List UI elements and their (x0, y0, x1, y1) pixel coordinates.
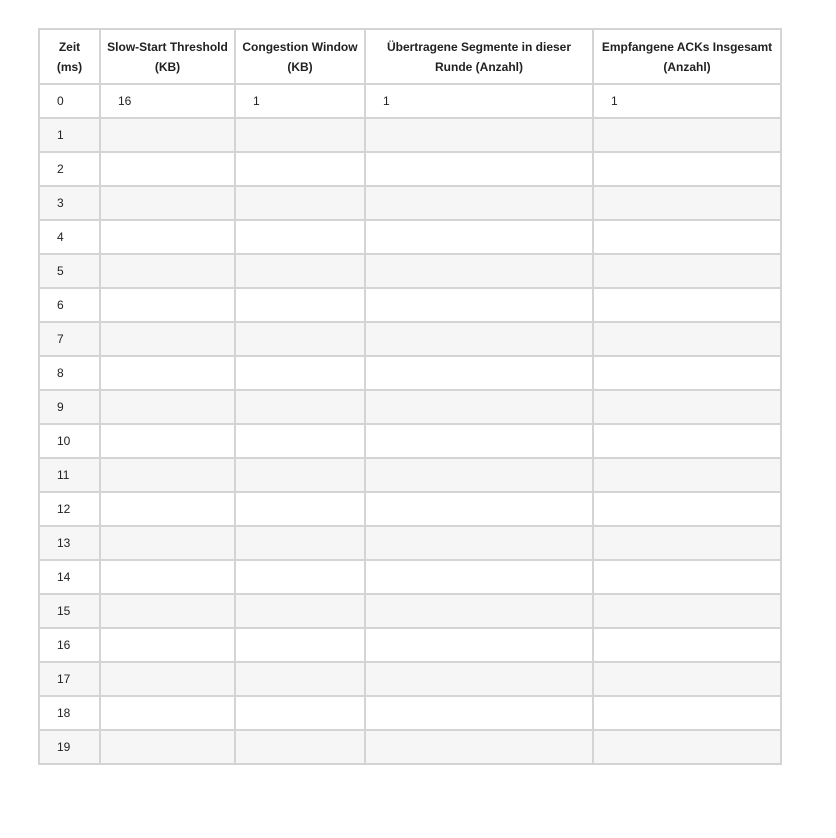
segments-sent-cell[interactable]: 1 (365, 84, 593, 118)
acks-received-cell[interactable] (593, 254, 781, 288)
table-row (39, 594, 781, 628)
header-acks-received: Empfangene ACKs Insgesamt (Anzahl) (593, 29, 781, 84)
table-row (39, 730, 781, 764)
acks-received-cell[interactable] (593, 662, 781, 696)
acks-received-cell[interactable] (593, 458, 781, 492)
cwnd-cell[interactable] (235, 594, 365, 628)
time-cell: 6 (39, 288, 100, 322)
table-row (39, 492, 781, 526)
acks-received-cell[interactable] (593, 696, 781, 730)
ssthresh-cell[interactable] (100, 730, 235, 764)
cwnd-cell[interactable] (235, 254, 365, 288)
segments-sent-cell[interactable] (365, 118, 593, 152)
header-row (39, 29, 781, 84)
ssthresh-cell[interactable] (100, 560, 235, 594)
time-cell: 14 (39, 560, 100, 594)
ssthresh-cell[interactable] (100, 220, 235, 254)
cwnd-cell[interactable] (235, 322, 365, 356)
segments-sent-cell[interactable] (365, 526, 593, 560)
table-row (39, 118, 781, 152)
table-row (39, 526, 781, 560)
table-row (39, 186, 781, 220)
acks-received-cell[interactable] (593, 560, 781, 594)
segments-sent-cell[interactable] (365, 492, 593, 526)
table-row (39, 152, 781, 186)
cwnd-cell[interactable] (235, 492, 365, 526)
segments-sent-cell[interactable] (365, 254, 593, 288)
segments-sent-cell[interactable] (365, 730, 593, 764)
segments-sent-cell[interactable] (365, 390, 593, 424)
header-cwnd: Congestion Window (KB) (235, 29, 365, 84)
table-row (39, 322, 781, 356)
acks-received-cell[interactable] (593, 152, 781, 186)
time-cell: 18 (39, 696, 100, 730)
ssthresh-cell[interactable] (100, 526, 235, 560)
ssthresh-cell[interactable] (100, 186, 235, 220)
segments-sent-cell[interactable] (365, 288, 593, 322)
header-time: Zeit (ms) (39, 29, 100, 84)
acks-received-cell[interactable] (593, 186, 781, 220)
cwnd-cell[interactable] (235, 220, 365, 254)
cwnd-cell[interactable] (235, 186, 365, 220)
cwnd-cell[interactable] (235, 696, 365, 730)
cwnd-cell[interactable] (235, 730, 365, 764)
cwnd-cell[interactable] (235, 628, 365, 662)
cwnd-cell[interactable] (235, 288, 365, 322)
acks-received-cell[interactable] (593, 492, 781, 526)
cwnd-cell[interactable] (235, 458, 365, 492)
table-row (39, 662, 781, 696)
cwnd-cell[interactable] (235, 390, 365, 424)
acks-received-cell[interactable] (593, 390, 781, 424)
table-row (39, 696, 781, 730)
ssthresh-cell[interactable] (100, 628, 235, 662)
table-row (39, 424, 781, 458)
segments-sent-cell[interactable] (365, 322, 593, 356)
time-cell: 13 (39, 526, 100, 560)
time-cell: 8 (39, 356, 100, 390)
table-row (39, 254, 781, 288)
segments-sent-cell[interactable] (365, 186, 593, 220)
acks-received-cell[interactable] (593, 594, 781, 628)
segments-sent-cell[interactable] (365, 458, 593, 492)
time-cell: 1 (39, 118, 100, 152)
header-ssthresh: Slow-Start Threshold (KB) (100, 29, 235, 84)
ssthresh-cell[interactable] (100, 424, 235, 458)
time-cell: 2 (39, 152, 100, 186)
cwnd-cell[interactable] (235, 356, 365, 390)
time-cell: 3 (39, 186, 100, 220)
segments-sent-cell[interactable] (365, 628, 593, 662)
table-row (39, 220, 781, 254)
ssthresh-cell[interactable] (100, 152, 235, 186)
ssthresh-cell[interactable] (100, 662, 235, 696)
acks-received-cell[interactable] (593, 118, 781, 152)
segments-sent-cell[interactable] (365, 220, 593, 254)
table-row (39, 390, 781, 424)
acks-received-cell[interactable]: 1 (593, 84, 781, 118)
ssthresh-cell[interactable] (100, 492, 235, 526)
acks-received-cell[interactable] (593, 322, 781, 356)
cwnd-cell[interactable] (235, 152, 365, 186)
ssthresh-cell[interactable] (100, 390, 235, 424)
segments-sent-cell[interactable] (365, 152, 593, 186)
time-cell: 15 (39, 594, 100, 628)
cwnd-cell[interactable]: 1 (235, 84, 365, 118)
time-cell: 12 (39, 492, 100, 526)
segments-sent-cell[interactable] (365, 696, 593, 730)
table-row (39, 84, 781, 118)
time-cell: 0 (39, 84, 100, 118)
table-row (39, 560, 781, 594)
time-cell: 17 (39, 662, 100, 696)
ssthresh-cell[interactable] (100, 356, 235, 390)
cwnd-cell[interactable] (235, 118, 365, 152)
segments-sent-cell[interactable] (365, 356, 593, 390)
table-row (39, 356, 781, 390)
time-cell: 5 (39, 254, 100, 288)
time-cell: 4 (39, 220, 100, 254)
time-cell: 7 (39, 322, 100, 356)
cwnd-cell[interactable] (235, 662, 365, 696)
cwnd-cell[interactable] (235, 560, 365, 594)
time-cell: 10 (39, 424, 100, 458)
time-cell: 9 (39, 390, 100, 424)
acks-received-cell[interactable] (593, 526, 781, 560)
ssthresh-cell[interactable] (100, 458, 235, 492)
acks-received-cell[interactable] (593, 424, 781, 458)
ssthresh-cell[interactable] (100, 322, 235, 356)
ssthresh-cell[interactable] (100, 254, 235, 288)
acks-received-cell[interactable] (593, 356, 781, 390)
acks-received-cell[interactable] (593, 628, 781, 662)
cwnd-cell[interactable] (235, 424, 365, 458)
table-header (39, 29, 781, 84)
acks-received-cell[interactable] (593, 730, 781, 764)
segments-sent-cell[interactable] (365, 560, 593, 594)
acks-received-cell[interactable] (593, 220, 781, 254)
ssthresh-cell[interactable] (100, 696, 235, 730)
table-body (39, 84, 781, 764)
segments-sent-cell[interactable] (365, 594, 593, 628)
table-row (39, 458, 781, 492)
ssthresh-cell[interactable]: 16 (100, 84, 235, 118)
ssthresh-cell[interactable] (100, 594, 235, 628)
time-cell: 19 (39, 730, 100, 764)
table-row (39, 288, 781, 322)
acks-received-cell[interactable] (593, 288, 781, 322)
segments-sent-cell[interactable] (365, 424, 593, 458)
cwnd-cell[interactable] (235, 526, 365, 560)
table-row (39, 628, 781, 662)
segments-sent-cell[interactable] (365, 662, 593, 696)
header-segments-sent: Übertragene Segmente in dieser Runde (Anzahl) (365, 29, 593, 84)
time-cell: 11 (39, 458, 100, 492)
ssthresh-cell[interactable] (100, 118, 235, 152)
time-cell: 16 (39, 628, 100, 662)
tcp-congestion-table (38, 28, 782, 765)
ssthresh-cell[interactable] (100, 288, 235, 322)
